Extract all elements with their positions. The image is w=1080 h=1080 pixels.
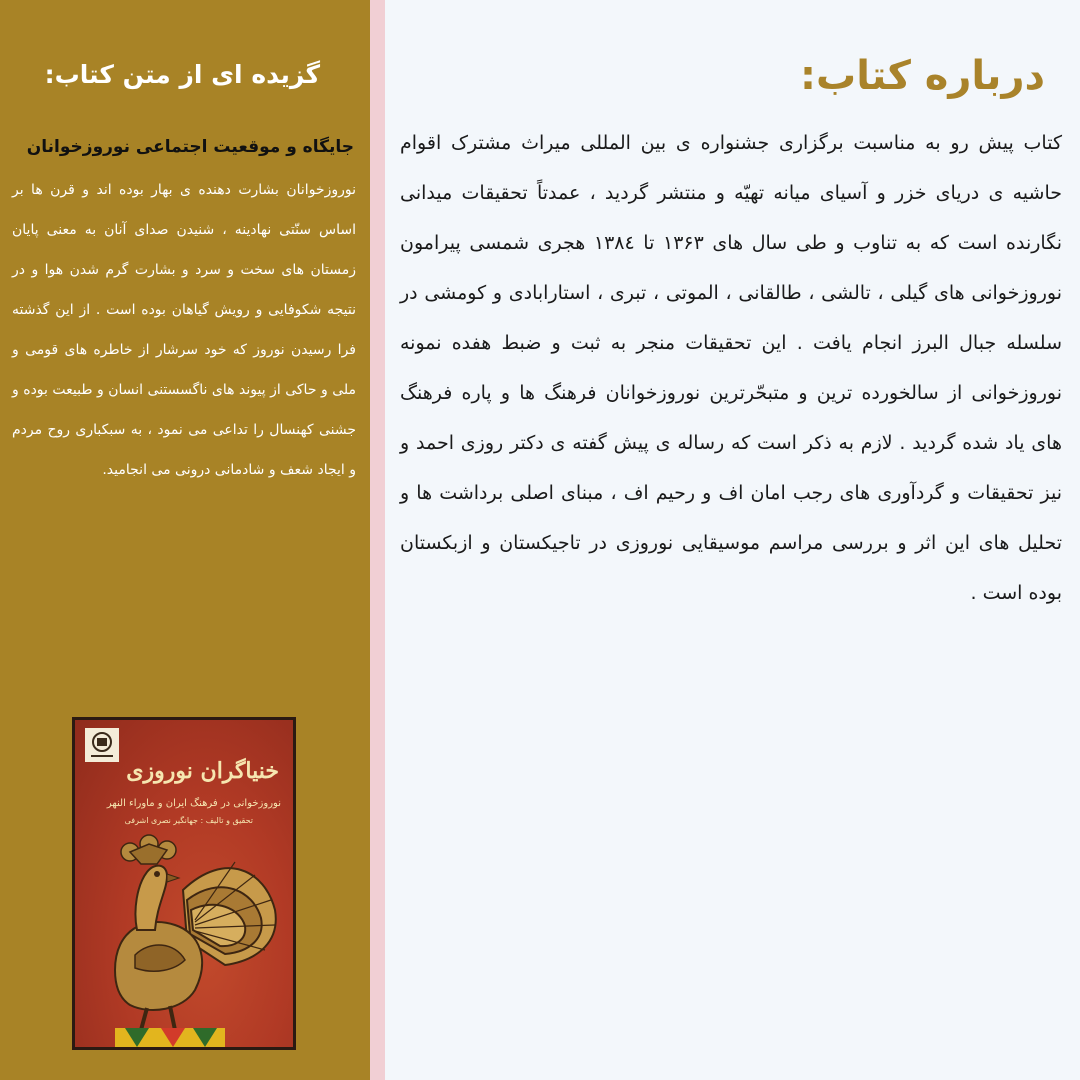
rooster-crest <box>121 835 176 864</box>
excerpt-subtitle: جایگاه و موقعیت اجتماعی نوروزخوانان <box>26 137 354 157</box>
divider-strip <box>370 0 385 1080</box>
rooster-beak <box>167 874 179 882</box>
bronze-rooster-illustration <box>75 830 293 1047</box>
excerpt-panel <box>0 0 370 1080</box>
excerpt-title: گزیده ای از متن کتاب: <box>44 60 320 89</box>
book-cover-subtitle: نوروزخوانی در فرهنگ ایران و ماوراء النهر <box>106 798 281 809</box>
about-title: درباره کتاب: <box>800 53 1045 99</box>
book-cover-author: تحقیق و تالیف : جهانگیر نصری اشرفی <box>124 816 253 825</box>
rooster-neck <box>135 866 167 930</box>
publisher-emblem-icon <box>85 728 119 762</box>
book-cover-title: خنیاگران نوروزی <box>126 758 279 784</box>
rooster-eye <box>154 871 160 877</box>
about-body: کتاب پیش رو به مناسبت برگزاری جشنواره ی بین المللی میراث مشترک اقوام حاشیه ی دریای خزر و آسیای میانه تهیّه و منتشر گردید ، عمدتاً تحقیقات میدانی نگارنده است که به تناوب و طی سال های ۱۳۶۳ تا ۱۳۸٤ هجری شمسی پیرامون نوروزخوانی های گیلی ، تالشی ، طالقانی ، الموتی ، تبری ، استارابادی و کومشی در سلسله جبال البرز انجام یافت . این تحقیقات منجر به ثبت و ضبط هفده نمونه نوروزخوانی از سالخورده ترین و متبحّرترین نوروزخوانان فرهنگ ها و پاره فرهنگ های یاد شده گردید . لازم به ذکر است که رساله ی پیش گفته ی دکتر روزی احمد و نیز تحقیقات و گردآوری های رجب امان اف و رحیم اف ، مبنای اصلی برداشت ها و تحلیل های این اثر و بررسی مراسم موسیقایی نوروزی در تاجیکستان و ازبکستان بوده است . <box>400 132 1062 604</box>
excerpt-body: نوروزخوانان بشارت دهنده ی بهار بوده اند و قرن ها بر اساس سنّتی نهادینه ، شنیدن صدای آنان به معنی پایان زمستان های سخت و سرد و بشارت گرم شدن هوا و در نتیجه شکوفایی و رویش گیاهان بوده است . از این گذشته فرا رسیدن نوروز که خود سرشار از خاطره های قومی و ملی و حاکی از پیوند های ناگسستنی انسان و طبیعت بوده و جشنی کهنسال را تداعی می نمود ، به سبکباری روح مردم و ایجاد شعف و شادمانی درونی می انجامید. <box>12 182 356 478</box>
about-panel <box>385 0 1080 1080</box>
book-cover-image <box>72 717 296 1050</box>
colorful-fabric <box>115 1028 225 1047</box>
